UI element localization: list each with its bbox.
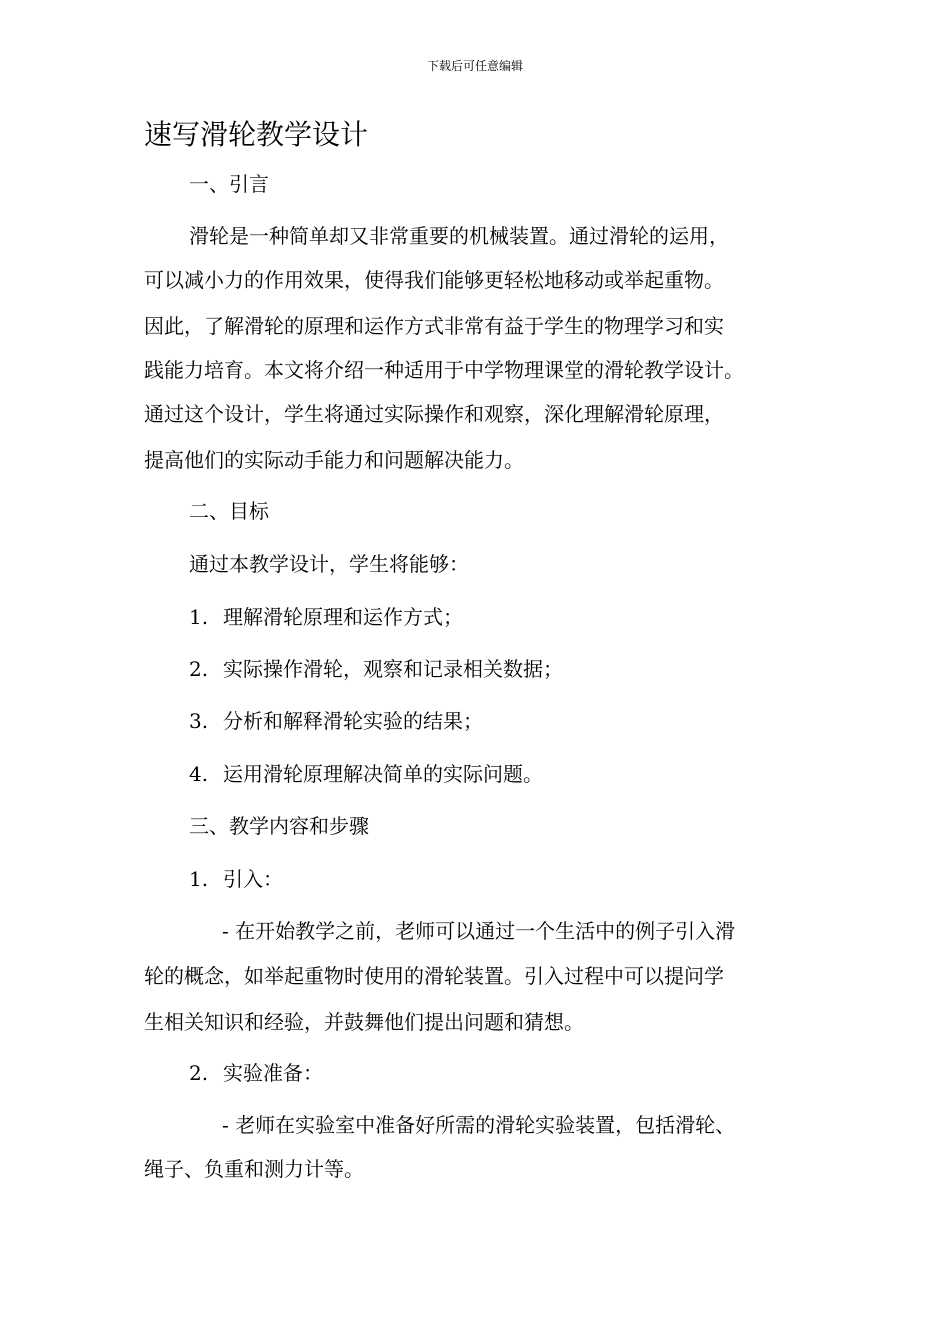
list-item <box>189 760 543 788</box>
step-number: 2. <box>189 1061 209 1085</box>
paragraph-line: 绳子、负重和测力计等。 <box>144 1157 364 1181</box>
section-heading-intro: 一、引言 <box>189 172 269 196</box>
list-item-text: 理解滑轮原理和运作方式； <box>223 605 463 629</box>
document-title: 速写滑轮教学设计 <box>144 118 369 151</box>
list-item-text: 分析和解释滑轮实验的结果； <box>223 709 483 733</box>
paragraph-line: - 在开始教学之前，老师可以通过一个生活中的例子引入滑 <box>222 919 736 943</box>
paragraph-line: 生相关知识和经验，并鼓舞他们提出问题和猜想。 <box>144 1010 584 1034</box>
paragraph-line: 可以减小力的作用效果，使得我们能够更轻松地移动或举起重物。 <box>144 268 724 292</box>
goals-lead: 通过本教学设计，学生将能够： <box>189 552 469 576</box>
paragraph-line: 提高他们的实际动手能力和问题解决能力。 <box>144 448 524 472</box>
step-title: 实验准备： <box>223 1061 323 1085</box>
step-label <box>189 1059 323 1087</box>
list-item-number: 3. <box>189 709 209 733</box>
section-heading-goals: 二、目标 <box>189 499 269 523</box>
paragraph-line: - 老师在实验室中准备好所需的滑轮实验装置，包括滑轮、 <box>222 1113 736 1137</box>
section-heading-content: 三、教学内容和步骤 <box>189 814 369 838</box>
list-item-text: 实际操作滑轮，观察和记录相关数据； <box>223 657 563 681</box>
list-item-number: 4. <box>189 762 209 786</box>
step-title: 引入： <box>223 867 283 891</box>
step-number: 1. <box>189 867 209 891</box>
paragraph-line: 因此，了解滑轮的原理和运作方式非常有益于学生的物理学习和实 <box>144 314 724 338</box>
list-item-text: 运用滑轮原理解决简单的实际问题。 <box>223 762 543 786</box>
list-item-number: 2. <box>189 657 209 681</box>
list-item <box>189 655 563 683</box>
list-item-number: 1. <box>189 605 209 629</box>
paragraph-line: 轮的概念，如举起重物时使用的滑轮装置。引入过程中可以提问学 <box>144 964 724 988</box>
paragraph-line: 通过这个设计，学生将通过实际操作和观察，深化理解滑轮原理， <box>144 402 724 426</box>
paragraph-line: 践能力培育。本文将介绍一种适用于中学物理课堂的滑轮教学设计。 <box>144 358 744 382</box>
page-header: 下载后可任意编辑 <box>426 59 523 73</box>
list-item <box>189 603 463 631</box>
paragraph-line: 滑轮是一种简单却又非常重要的机械装置。通过滑轮的运用， <box>189 224 729 248</box>
step-label <box>189 865 283 893</box>
list-item <box>189 707 483 735</box>
